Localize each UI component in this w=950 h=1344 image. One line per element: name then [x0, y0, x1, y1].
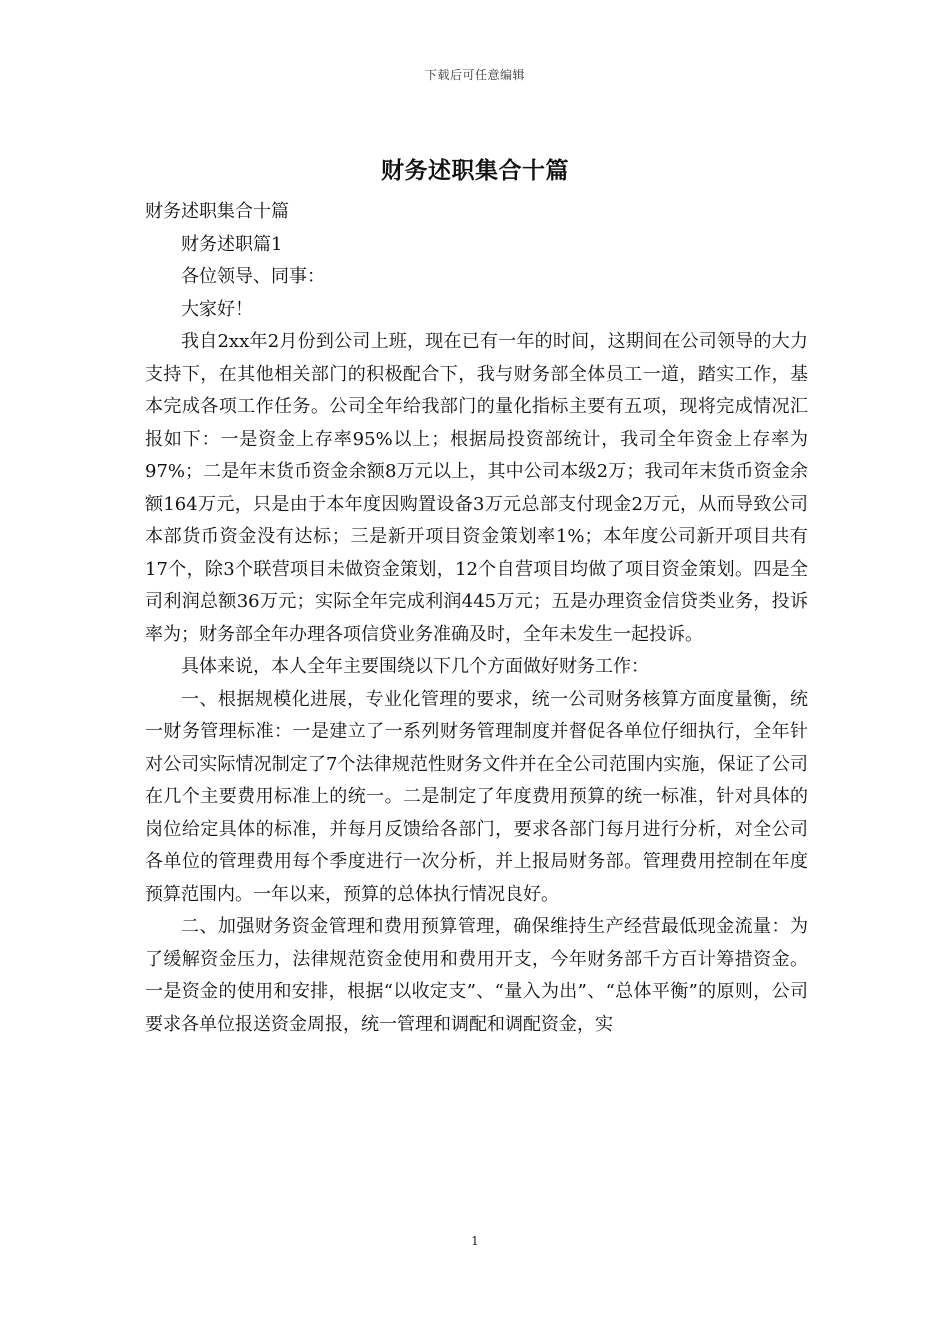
header-note: 下载后可任意编辑	[424, 68, 525, 82]
salutation: 各位领导、同事：	[181, 266, 325, 287]
body-paragraph: 二、加强财务资金管理和费用预算管理，确保维持生产经营最低现金流量：为了缓解资金压力，法律规范资金使用和费用开支，今年财务部千方百计筹措资金。一是资金的使用和安排，根据“以收定支”、“量入为出”、“总体平衡”的原则，公司要求各单位报送资金周报，统一管理和调配和调配资金，实	[145, 916, 808, 1035]
body-paragraph: 具体来说，本人全年主要围绕以下几个方面做好财务工作：	[181, 656, 649, 677]
body-paragraph: 一、根据规模化进展，专业化管理的要求，统一公司财务核算方面度量衡，统一财务管理标准：一是建立了一系列财务管理制度并督促各单位仔细执行，全年针对公司实际情况制定了7个法律规范性财务文件并在全公司范围内实施，保证了公司在几个主要费用标准上的统一。二是制定了年度费用预算的统一标准，针对具体的岗位给定具体的标准，并每月反馈给各部门，要求各部门每月进行分析，对全公司各单位的管理费用每个季度进行一次分析，并上报局财务部。管理费用控制在年度预算范围内。一年以来，预算的总体执行情况良好。	[145, 688, 808, 905]
section-title: 财务述职篇1	[181, 233, 283, 255]
page-number: 1	[471, 1234, 479, 1248]
body-paragraph: 我自2xx年2月份到公司上班，现在已有一年的时间，这期间在公司领导的大力支持下，在其他相关部门的积极配合下，我与财务部全体员工一道，踏实工作，基本完成各项工作任务。公司全年给我部门的量化指标主要有五项，现将完成情况汇报如下：一是资金上存率95%以上；根据局投资部统计，我司全年资金上存率为97%；二是年末货币资金余额8万元以上，其中公司本级2万；我司年末货币资金余额164万元，只是由于本年度因购置设备3万元总部支付现金2万元，从而导致公司本部货币资金没有达标；三是新开项目资金策划率1%；本年度公司新开项目共有17个，除3个联营项目未做资金策划，12个自营项目均做了项目资金策划。四是全司利润总额36万元；实际全年完成利润445万元；五是办理资金信贷类业务，投诉率为；财务部全年办理各项信贷业务准确及时，全年未发生一起投诉。	[145, 331, 808, 645]
document-body	[145, 196, 808, 1041]
document-title: 财务述职集合十篇	[381, 157, 569, 184]
greeting: 大家好！	[181, 298, 253, 320]
document-subtitle: 财务述职集合十篇	[145, 201, 289, 222]
